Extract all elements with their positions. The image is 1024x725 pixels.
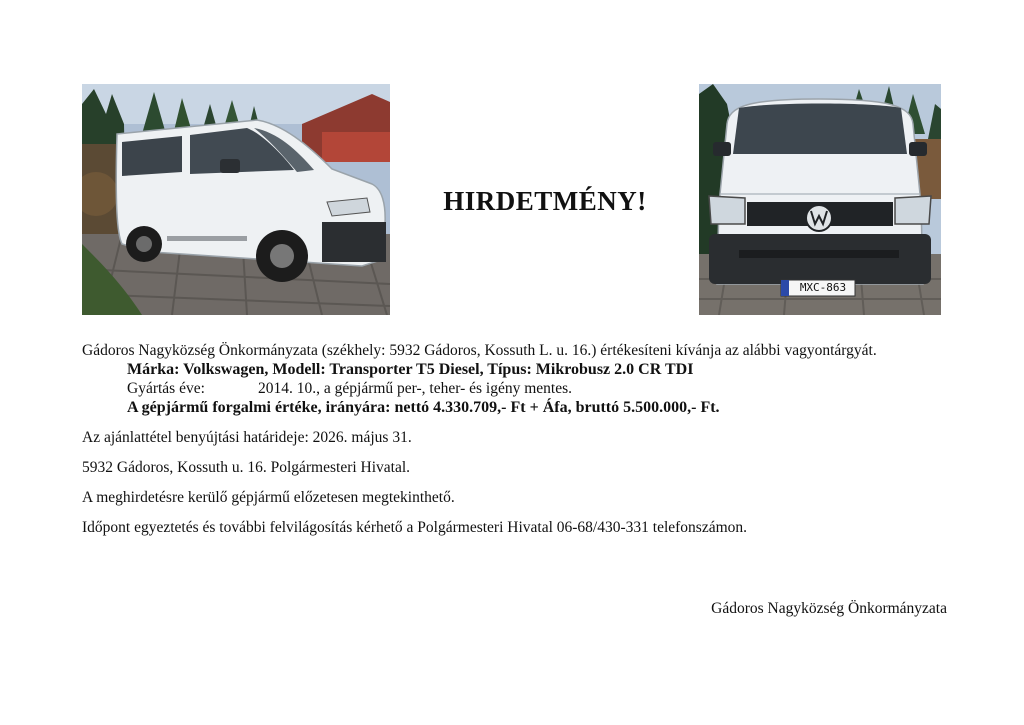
address-paragraph: 5932 Gádoros, Kossuth u. 16. Polgármesteri Hivatal.: [82, 459, 411, 476]
vehicle-spec-line: Márka: Volkswagen, Modell: Transporter T5 Diesel, Típus: Mikrobusz 2.0 CR TDI: [127, 361, 694, 378]
deadline-paragraph: Az ajánlattétel benyújtási határideje: 2026. május 31.: [82, 429, 412, 446]
manufacture-year-line: [127, 379, 946, 398]
vehicle-photo-side: [82, 84, 390, 315]
announcement-title: HIRDETMÉNY!: [443, 186, 647, 216]
license-plate: MXC-863: [799, 281, 847, 294]
vehicle-photo-front: [699, 84, 941, 315]
contact-paragraph: Időpont egyeztetés és további felvilágosítás kérhető a Polgármesteri Hivatal 06-68/430-331 telefonszámon.: [82, 519, 748, 536]
manufacture-year-label: Gyártás éve:: [127, 380, 205, 397]
announcement-body: [82, 341, 946, 537]
vehicle-side-illustration: [82, 84, 390, 315]
intro-paragraph: Gádoros Nagyközség Önkormányzata (székhely: 5932 Gádoros, Kossuth L. u. 16.) értékesíteni kívánja az alábbi vagyontárgyát.: [82, 342, 877, 359]
signature: Gádoros Nagyközség Önkormányzata: [711, 600, 947, 617]
manufacture-year-value: 2014. 10., a gépjármű per-, teher- és igény mentes.: [258, 380, 573, 397]
inspection-paragraph: A meghirdetésre kerülő gépjármű előzetesen megtekinthető.: [82, 489, 455, 506]
vehicle-value-line: A gépjármű forgalmi értéke, irányára: nettó 4.330.709,- Ft + Áfa, bruttó 5.500.000,- Ft.: [127, 399, 720, 416]
